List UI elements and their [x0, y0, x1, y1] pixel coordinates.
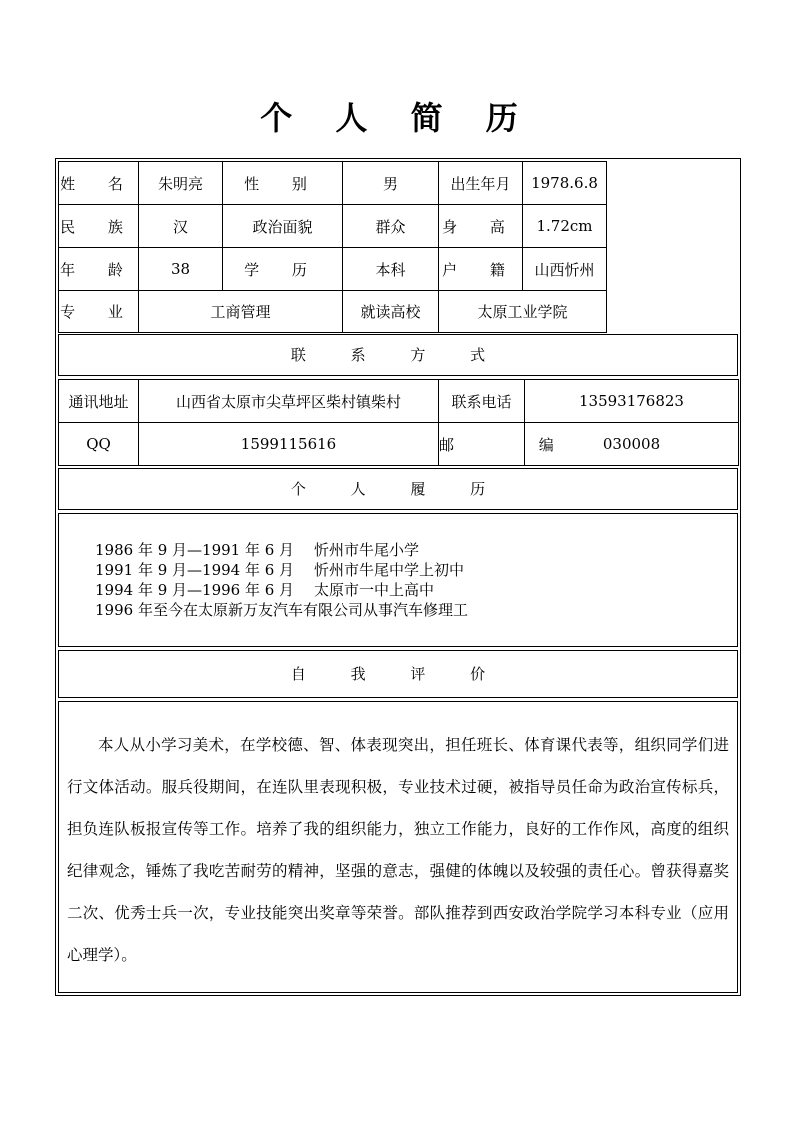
- birth-value: 1978.6.8: [523, 162, 607, 205]
- history-place: 忻州市牛尾中学上初中: [314, 561, 465, 579]
- history-period: 1991 年 9 月—1994 年 6 月: [95, 561, 295, 579]
- contact-heading: 联 系 方 式: [58, 334, 738, 376]
- qq-label: QQ: [59, 423, 139, 466]
- postcode-label: 邮 编: [439, 423, 525, 466]
- history-item: [95, 580, 737, 600]
- hukou-value: 山西忻州: [523, 248, 607, 291]
- basic-info-table: [58, 161, 739, 333]
- address-value: 山西省太原市尖草坪区柴村镇柴村: [139, 380, 439, 423]
- evaluation-text: 本人从小学习美术，在学校德、智、体表现突出，担任班长、体育课代表等，组织同学们进行文体活动。服兵役期间，在连队里表现积极，专业技术过硬，被指导员任命为政治宣传标兵，担负连队板报宣传等工作。培养了我的组织能力，独立工作能力，良好的工作作风，高度的组织纪律观念，锤炼了我吃苦耐劳的精神，坚强的意志，强健的体魄以及较强的责任心。曾获得嘉奖二次、优秀士兵一次，专业技能突出奖章等荣誉。部队推荐到西安政治学院学习本科专业（应用心理学）。: [67, 736, 729, 964]
- qq-value: 1599115616: [139, 423, 439, 466]
- phone-label: 联系电话: [439, 380, 525, 423]
- politics-value: 群众: [343, 205, 439, 248]
- photo-area: [607, 248, 739, 291]
- history-item: [95, 560, 737, 580]
- history-place: 忻州市牛尾小学: [314, 541, 420, 559]
- ethnicity-label: 民 族: [59, 205, 139, 248]
- address-label: 通讯地址: [59, 380, 139, 423]
- school-value: 太原工业学院: [439, 291, 607, 333]
- history-item: [95, 540, 737, 560]
- ethnicity-value: 汉: [139, 205, 223, 248]
- postcode-value: 030008: [525, 423, 739, 466]
- photo-area: [607, 162, 739, 205]
- page-title: 个 人 简 历: [260, 99, 534, 137]
- history-box: [58, 513, 738, 647]
- name-label: 姓 名: [59, 162, 139, 205]
- history-period: 1994 年 9 月—1996 年 6 月: [95, 581, 295, 599]
- history-heading: 个 人 履 历: [58, 468, 738, 510]
- birth-label: 出生年月: [439, 162, 523, 205]
- age-value: 38: [139, 248, 223, 291]
- education-label: 学 历: [223, 248, 343, 291]
- contact-table: [58, 379, 739, 466]
- politics-label: 政治面貌: [223, 205, 343, 248]
- evaluation-box: [58, 701, 738, 993]
- gender-value: 男: [343, 162, 439, 205]
- history-place: 太原市一中上高中: [314, 581, 435, 599]
- history-list: [59, 514, 737, 620]
- photo-area: [607, 205, 739, 248]
- major-label: 专 业: [59, 291, 139, 333]
- hukou-label: 户 籍: [439, 248, 523, 291]
- evaluation-heading: 自 我 评 价: [58, 650, 738, 698]
- name-value: 朱明亮: [139, 162, 223, 205]
- height-label: 身 高: [439, 205, 523, 248]
- history-period: 1986 年 9 月—1991 年 6 月: [95, 541, 295, 559]
- phone-value: 13593176823: [525, 380, 739, 423]
- gender-label: 性 别: [223, 162, 343, 205]
- education-value: 本科: [343, 248, 439, 291]
- major-value: 工商管理: [139, 291, 343, 333]
- school-label: 就读高校: [343, 291, 439, 333]
- age-label: 年 龄: [59, 248, 139, 291]
- history-item-current: 1996 年至今在太原新万友汽车有限公司从事汽车修理工: [95, 601, 468, 619]
- photo-area: [607, 291, 739, 333]
- height-value: 1.72cm: [523, 205, 607, 248]
